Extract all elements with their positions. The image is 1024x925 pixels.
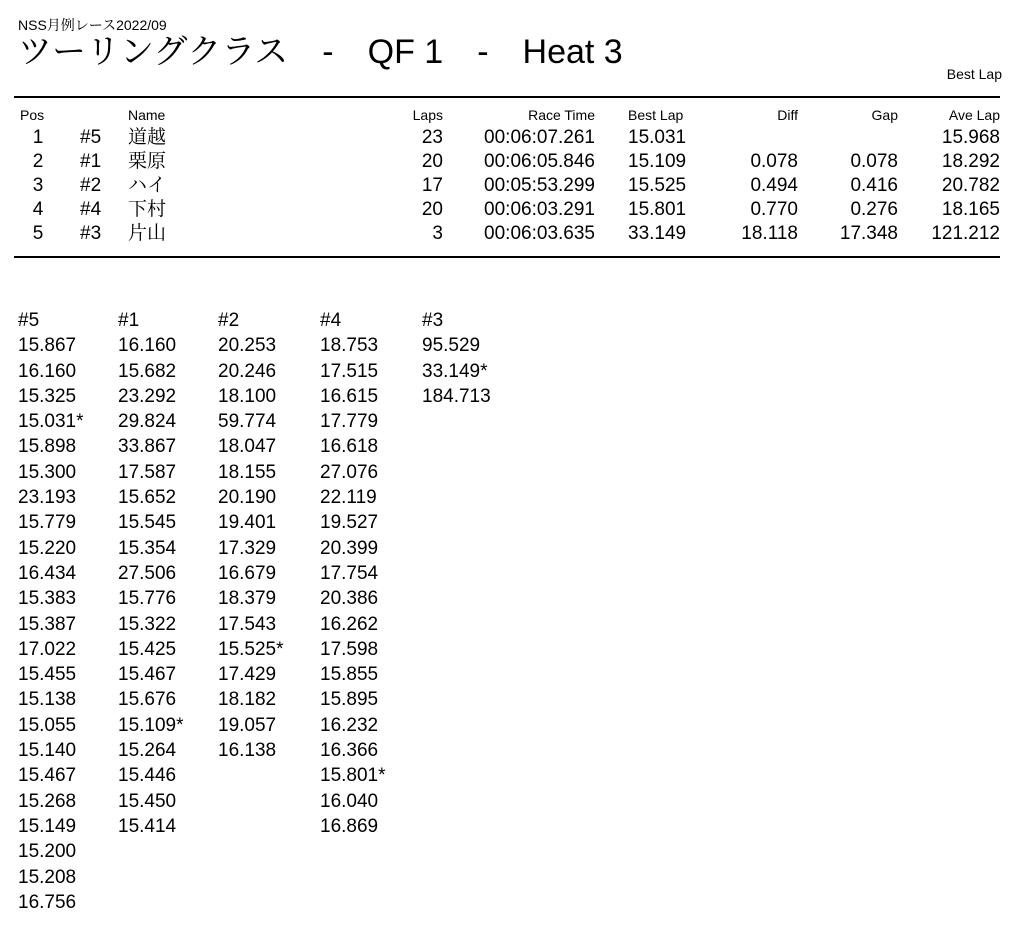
row-race-time: 00:05:53.299 [484, 175, 595, 196]
lap-time: 15.867 [18, 335, 77, 357]
lap-time: 15.149 [18, 815, 77, 837]
lap-time: 16.138 [218, 740, 277, 762]
lap-time: 16.040 [320, 790, 379, 812]
row-ave-lap: 20.782 [941, 175, 1000, 196]
row-laps: 20 [421, 199, 443, 220]
header-name: Name [128, 107, 166, 123]
header-gap: Gap [871, 107, 898, 123]
lap-time: 23.193 [18, 487, 77, 509]
lap-column-car-number: #4 [320, 310, 342, 331]
lap-time: 17.598 [320, 638, 379, 660]
lap-time: 15.055 [18, 714, 77, 736]
lap-time: 18.047 [218, 436, 277, 458]
lap-time: 16.679 [218, 562, 277, 584]
row-diff: 0.494 [750, 175, 798, 196]
row-car-number: #4 [80, 199, 102, 220]
lap-time: 18.182 [218, 689, 277, 711]
row-race-time: 00:06:07.261 [484, 127, 595, 148]
lap-time: 59.774 [218, 411, 277, 433]
row-gap: 0.078 [850, 151, 898, 172]
row-gap: 0.416 [850, 175, 898, 196]
row-diff: 18.118 [741, 223, 798, 244]
lap-time: 15.387 [18, 613, 77, 635]
table-row [0, 126, 1024, 150]
lap-time: 20.253 [218, 335, 277, 357]
lap-time: 17.779 [320, 411, 379, 433]
row-driver-name: 下村 [128, 199, 167, 220]
row-driver-name: 片山 [128, 223, 167, 244]
row-best-lap: 33.149 [628, 223, 687, 244]
lap-column [118, 308, 184, 839]
lap-time: 19.057 [218, 714, 277, 736]
row-pos: 4 [32, 199, 44, 220]
lap-time: 15.414 [118, 815, 177, 837]
lap-time: 16.366 [320, 740, 379, 762]
lap-time: 23.292 [118, 385, 177, 407]
lap-column [18, 308, 84, 915]
lap-time: 184.713 [422, 385, 491, 407]
results-top-rule [14, 96, 1000, 98]
lap-time: 20.386 [320, 588, 379, 610]
lap-time: 15.450 [118, 790, 177, 812]
row-diff: 0.078 [750, 151, 798, 172]
row-car-number: #2 [80, 175, 102, 196]
lap-time: 22.119 [320, 487, 377, 509]
row-driver-name: 道越 [128, 127, 167, 148]
lap-time: 15.425 [118, 638, 177, 660]
lap-time: 15.031* [18, 411, 84, 433]
row-driver-name: 栗原 [128, 151, 167, 172]
lap-time: 16.434 [18, 562, 77, 584]
lap-time: 15.300 [18, 461, 77, 483]
lap-time: 15.652 [118, 487, 177, 509]
row-car-number: #1 [80, 151, 102, 172]
header-race-time: Race Time [528, 107, 595, 123]
lap-time: 17.543 [218, 613, 277, 635]
row-best-lap: 15.525 [628, 175, 687, 196]
sort-label: Best Lap [946, 66, 1002, 82]
lap-time: 16.869 [320, 815, 379, 837]
lap-column [218, 308, 284, 763]
lap-time: 15.779 [18, 512, 77, 534]
lap-time: 15.895 [320, 689, 379, 711]
row-gap: 17.348 [839, 223, 898, 244]
lap-time: 15.325 [18, 385, 77, 407]
lap-time: 16.232 [320, 714, 379, 736]
header-best-lap: Best Lap [628, 107, 684, 123]
results-header-row [0, 104, 1024, 126]
lap-time: 17.329 [218, 537, 277, 559]
lap-time: 15.676 [118, 689, 177, 711]
lap-column-car-number: #3 [422, 310, 444, 331]
header-pos: Pos [20, 107, 45, 123]
lap-column [320, 308, 386, 839]
table-row [0, 174, 1024, 198]
lap-time: 15.525* [218, 638, 284, 660]
lap-time: 17.754 [320, 562, 379, 584]
row-laps: 23 [421, 127, 443, 148]
lap-time: 17.429 [218, 664, 277, 686]
lap-time: 16.618 [320, 436, 379, 458]
row-gap: 0.276 [850, 199, 898, 220]
row-diff: 0.770 [750, 199, 798, 220]
row-ave-lap: 18.292 [941, 151, 1000, 172]
table-row [0, 150, 1024, 174]
row-laps: 20 [421, 151, 443, 172]
results-table [0, 104, 1024, 246]
lap-time: 33.867 [118, 436, 177, 458]
lap-time: 16.756 [18, 891, 77, 913]
lap-time: 18.379 [218, 588, 277, 610]
row-ave-lap: 121.212 [931, 223, 1000, 244]
lap-time: 17.022 [18, 638, 77, 660]
lap-time: 15.446 [118, 765, 177, 787]
lap-time: 17.587 [118, 461, 177, 483]
results-bottom-rule [14, 256, 1000, 258]
lap-times-section [0, 308, 1024, 913]
lap-time: 15.138 [18, 689, 77, 711]
lap-time: 15.467 [118, 664, 177, 686]
lap-time: 15.467 [18, 765, 77, 787]
lap-column-car-number: #1 [118, 310, 140, 331]
lap-time: 15.383 [18, 588, 77, 610]
row-driver-name: ハイ [128, 175, 167, 196]
lap-time: 15.545 [118, 512, 177, 534]
table-row [0, 222, 1024, 246]
lap-time: 15.220 [18, 537, 77, 559]
lap-time: 27.076 [320, 461, 379, 483]
row-best-lap: 15.801 [628, 199, 687, 220]
header-diff: Diff [777, 107, 798, 123]
lap-time: 16.615 [320, 385, 379, 407]
lap-time: 15.268 [18, 790, 77, 812]
lap-time: 20.190 [218, 487, 277, 509]
row-laps: 17 [421, 175, 443, 196]
row-pos: 3 [32, 175, 44, 196]
lap-time: 19.401 [218, 512, 277, 534]
row-car-number: #5 [80, 127, 102, 148]
lap-time: 20.246 [218, 360, 277, 382]
page-title: ツーリングクラス - QF 1 - Heat 3 [18, 33, 623, 71]
lap-time: 18.753 [320, 335, 379, 357]
row-race-time: 00:06:05.846 [484, 151, 595, 172]
lap-time: 15.140 [18, 740, 77, 762]
row-race-time: 00:06:03.291 [484, 199, 595, 220]
row-race-time: 00:06:03.635 [484, 223, 595, 244]
row-best-lap: 15.031 [628, 127, 687, 148]
row-car-number: #3 [80, 223, 102, 244]
row-laps: 3 [432, 223, 443, 244]
lap-time: 15.354 [118, 537, 177, 559]
lap-time: 15.801* [320, 765, 386, 787]
header-ave-lap: Ave Lap [948, 107, 1000, 123]
lap-time: 15.264 [118, 740, 177, 762]
lap-time: 18.155 [218, 461, 277, 483]
lap-time: 16.160 [18, 360, 77, 382]
row-pos: 2 [32, 151, 44, 172]
row-ave-lap: 15.968 [941, 127, 1000, 148]
row-ave-lap: 18.165 [941, 199, 1000, 220]
row-pos: 1 [32, 127, 44, 148]
lap-time: 19.527 [320, 512, 379, 534]
lap-time: 15.208 [18, 866, 77, 888]
lap-time: 15.455 [18, 664, 77, 686]
lap-time: 95.529 [422, 335, 481, 357]
row-pos: 5 [32, 223, 44, 244]
row-best-lap: 15.109 [628, 151, 687, 172]
lap-time: 27.506 [118, 562, 177, 584]
lap-time: 20.399 [320, 537, 379, 559]
lap-column-car-number: #5 [18, 310, 40, 331]
lap-time: 29.824 [118, 411, 177, 433]
lap-time: 16.262 [320, 613, 379, 635]
lap-time: 15.855 [320, 664, 379, 686]
event-name: NSS月例レース2022/09 [18, 17, 167, 33]
lap-time: 16.160 [118, 335, 177, 357]
lap-time: 33.149* [422, 360, 488, 382]
lap-column [422, 308, 491, 409]
lap-time: 18.100 [218, 385, 277, 407]
lap-time: 15.200 [18, 841, 77, 863]
lap-time: 17.515 [320, 360, 379, 382]
lap-time: 15.109* [118, 714, 184, 736]
table-row [0, 198, 1024, 222]
lap-time: 15.776 [118, 588, 177, 610]
lap-time: 15.898 [18, 436, 77, 458]
lap-time: 15.682 [118, 360, 177, 382]
lap-time: 15.322 [118, 613, 177, 635]
lap-column-car-number: #2 [218, 310, 240, 331]
header-laps: Laps [412, 107, 443, 123]
